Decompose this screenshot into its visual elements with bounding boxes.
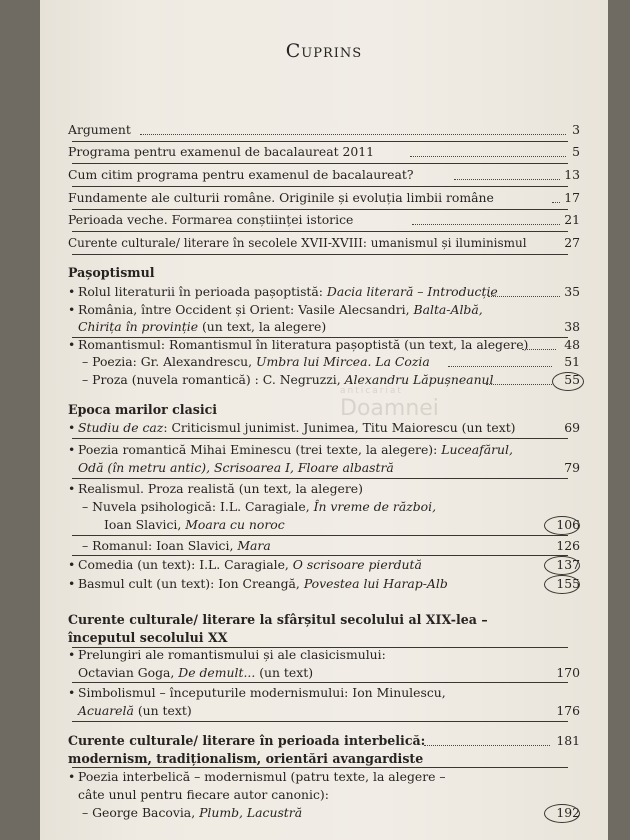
toc-entry bbox=[68, 143, 580, 161]
divider bbox=[72, 231, 568, 232]
toc-entry-text: Octavian Goga, bbox=[78, 665, 179, 680]
toc-entry bbox=[68, 234, 580, 252]
toc-entry bbox=[68, 684, 580, 702]
toc-entry-text: Cum citim programa pentru examenul de bacalaureat? bbox=[68, 167, 414, 182]
toc-page-number: 106 bbox=[556, 517, 580, 532]
toc-entry bbox=[68, 768, 580, 786]
watermark-brand: Doamnei bbox=[340, 396, 439, 421]
toc-entry-title: Moara cu noroc bbox=[185, 517, 285, 532]
toc-entry-title: Alexandru Lăpușneanul bbox=[344, 372, 494, 387]
toc-entry-title: Umbra lui Mircea. La Cozia bbox=[256, 354, 430, 369]
toc-entry bbox=[78, 459, 580, 477]
divider bbox=[72, 438, 568, 439]
toc-entry-text: Poezia interbelică – modernismul (patru texte, la alegere – bbox=[78, 769, 446, 784]
toc-entry-text: Realismul. Proza realistă (un text, la alegere) bbox=[78, 481, 363, 496]
toc-entry bbox=[78, 318, 580, 336]
toc-entry-text: – Poezia: Gr. Alexandrescu, bbox=[82, 354, 257, 369]
toc-entry-title: Mara bbox=[237, 538, 271, 553]
toc-page-number: 137 bbox=[556, 557, 580, 572]
leader-dots bbox=[448, 366, 552, 367]
toc-entry bbox=[68, 480, 580, 498]
toc-entry-title: În vreme de război, bbox=[313, 499, 437, 514]
leader-dots bbox=[140, 134, 566, 135]
toc-entry bbox=[68, 166, 580, 184]
toc-entry-title: Acuarelă bbox=[78, 703, 134, 718]
toc-entry-text: (un text, la alegere) bbox=[198, 319, 327, 334]
section-heading: Curente culturale/ literare la sfârșitul secolului al XIX-lea – bbox=[68, 612, 488, 627]
divider bbox=[72, 535, 568, 536]
toc-entry bbox=[68, 283, 580, 301]
toc-entry-text: Perioada veche. Formarea conștiinței istorice bbox=[68, 212, 354, 227]
toc-page-number: 38 bbox=[564, 319, 580, 334]
book-page bbox=[40, 0, 608, 840]
toc-entry-text: (un text) bbox=[133, 703, 192, 718]
divider bbox=[72, 186, 568, 187]
toc-page-number: 5 bbox=[572, 144, 580, 159]
toc-entry-title: De demult... bbox=[178, 665, 256, 680]
toc-entry bbox=[68, 419, 580, 437]
toc-entry-text: – Romanul: Ioan Slavici, bbox=[82, 538, 238, 553]
leader-dots bbox=[412, 224, 560, 225]
toc-entry bbox=[78, 786, 580, 804]
toc-entry-title: O scrisoare pierdută bbox=[292, 557, 422, 572]
bullet: • bbox=[68, 337, 76, 352]
toc-page-number: 126 bbox=[556, 538, 580, 553]
bullet: • bbox=[68, 284, 76, 299]
toc-page-number: 51 bbox=[564, 354, 580, 369]
handwritten-circle bbox=[544, 556, 580, 575]
divider bbox=[72, 163, 568, 164]
toc-entry-text: Argument bbox=[68, 122, 131, 137]
toc-page-number: 181 bbox=[556, 733, 580, 748]
bullet: • bbox=[68, 302, 76, 317]
toc-entry bbox=[68, 441, 580, 459]
bullet: • bbox=[68, 442, 76, 457]
bullet: • bbox=[68, 769, 76, 784]
toc-entry-text: – George Bacovia, bbox=[82, 805, 200, 820]
toc-page-number: 48 bbox=[564, 337, 580, 352]
watermark-logo bbox=[340, 386, 439, 421]
toc-entry bbox=[82, 353, 580, 371]
toc-page-number: 176 bbox=[556, 703, 580, 718]
leader-dots bbox=[486, 384, 552, 385]
bullet: • bbox=[68, 685, 76, 700]
toc-entry bbox=[68, 556, 580, 574]
toc-entry-text: Fundamente ale culturii române. Originile și evoluția limbii române bbox=[68, 190, 494, 205]
toc-entry-text: Romantismul: Romantismul în literatura pașoptistă (un text, la alegere) bbox=[78, 337, 529, 352]
toc-entry-title: Balta-Albă, bbox=[413, 302, 483, 317]
toc-entry bbox=[68, 336, 580, 354]
toc-entry-text: câte unul pentru fiecare autor canonic): bbox=[78, 787, 329, 802]
toc-page-number: 155 bbox=[556, 576, 580, 591]
toc-entry-title: Dacia literară – Introducție bbox=[326, 284, 498, 299]
toc-page-number: 13 bbox=[564, 167, 580, 182]
toc-entry-title: Odă (în metru antic), Scrisoarea I, Floare albastră bbox=[78, 460, 394, 475]
toc-entry-title: Luceafărul, bbox=[441, 442, 513, 457]
toc-entry bbox=[68, 732, 580, 750]
toc-entry-text: Basmul cult (un text): Ion Creangă, bbox=[78, 576, 304, 591]
toc-entry bbox=[68, 211, 580, 229]
toc-entry-text: Programa pentru examenul de bacalaureat 2011 bbox=[68, 144, 375, 159]
handwritten-circle bbox=[544, 516, 580, 535]
section-heading: Curente culturale/ literare în perioada interbelică: bbox=[68, 733, 426, 748]
toc-page-number: 17 bbox=[564, 190, 580, 205]
divider bbox=[72, 209, 568, 210]
divider bbox=[72, 478, 568, 479]
toc-entry-text: (un text) bbox=[255, 665, 314, 680]
toc-entry bbox=[82, 498, 580, 516]
toc-entry bbox=[78, 702, 580, 720]
toc-entry-title: Plumb, Lacustră bbox=[199, 805, 303, 820]
leader-dots bbox=[522, 349, 556, 350]
toc-entry bbox=[82, 804, 580, 822]
toc-entry-title: Povestea lui Harap-Alb bbox=[303, 576, 448, 591]
toc-entry bbox=[68, 121, 580, 139]
toc-entry bbox=[68, 575, 580, 593]
watermark-small-text: anticariat bbox=[340, 386, 403, 396]
bullet: • bbox=[68, 647, 76, 662]
bullet: • bbox=[68, 557, 76, 572]
page-title: Cuprins bbox=[285, 40, 363, 62]
toc-entry-title: Chirița în provinție bbox=[78, 319, 199, 334]
divider bbox=[72, 254, 568, 255]
toc-entry bbox=[68, 189, 580, 207]
section-heading: Epoca marilor clasici bbox=[68, 402, 218, 417]
handwritten-circle bbox=[544, 804, 580, 823]
toc-entry-title: Studiu de caz bbox=[78, 420, 164, 435]
leader-dots bbox=[488, 296, 560, 297]
leader-dots bbox=[454, 179, 560, 180]
section-heading: modernism, tradiționalism, orientări avangardiste bbox=[68, 751, 424, 766]
toc-entry bbox=[104, 516, 580, 534]
leader-dots bbox=[424, 745, 550, 746]
toc-entry-text: Rolul literaturii în perioada pașoptistă: bbox=[78, 284, 327, 299]
toc-page-number: 55 bbox=[564, 372, 580, 387]
toc-entry bbox=[68, 301, 580, 319]
toc-entry bbox=[82, 371, 580, 389]
divider bbox=[72, 141, 568, 142]
toc-entry-text: Ioan Slavici, bbox=[104, 517, 186, 532]
toc-page-number: 27 bbox=[564, 235, 580, 250]
divider bbox=[72, 682, 568, 683]
toc-entry-text: Poezia romantică Mihai Eminescu (trei texte, la alegere): bbox=[78, 442, 442, 457]
toc-entry-text: – Nuvela psihologică: I.L. Caragiale, bbox=[82, 499, 314, 514]
toc-page-number: 35 bbox=[564, 284, 580, 299]
toc-entry-text: – Proza (nuvela romantică) : C. Negruzzi, bbox=[82, 372, 345, 387]
toc-entry bbox=[78, 664, 580, 682]
section-heading: Pașoptismul bbox=[68, 265, 155, 280]
toc-entry bbox=[68, 646, 580, 664]
bullet: • bbox=[68, 420, 76, 435]
toc-entry-text: Prelungiri ale romantismului și ale clasicismului: bbox=[78, 647, 386, 662]
toc-page-number: 21 bbox=[564, 212, 580, 227]
toc-page-number: 170 bbox=[556, 665, 580, 680]
bullet: • bbox=[68, 576, 76, 591]
toc-page-number: 192 bbox=[556, 805, 580, 820]
toc-entry-text: România, între Occident și Orient: Vasile Alecsandri, bbox=[78, 302, 414, 317]
toc-page-number: 3 bbox=[572, 122, 580, 137]
bullet: • bbox=[68, 481, 76, 496]
toc-entry-text: Simbolismul – începuturile modernismului: Ion Minulescu, bbox=[78, 685, 446, 700]
divider bbox=[72, 721, 568, 722]
toc-page-number: 79 bbox=[564, 460, 580, 475]
toc-entry-text: : Criticismul junimist. Junimea, Titu Maiorescu (un text) bbox=[163, 420, 516, 435]
leader-dots bbox=[552, 202, 560, 203]
toc-entry-text: Comedia (un text): I.L. Caragiale, bbox=[78, 557, 293, 572]
handwritten-circle bbox=[552, 372, 584, 391]
toc-entry bbox=[82, 537, 580, 555]
toc-entry-text: Curente culturale/ literare în secolele XVII-XVIII: umanismul și iluminismul bbox=[68, 236, 527, 250]
toc-page-number: 69 bbox=[564, 420, 580, 435]
leader-dots bbox=[410, 156, 566, 157]
handwritten-circle bbox=[544, 575, 580, 594]
section-heading: începutul secolului XX bbox=[68, 630, 228, 645]
